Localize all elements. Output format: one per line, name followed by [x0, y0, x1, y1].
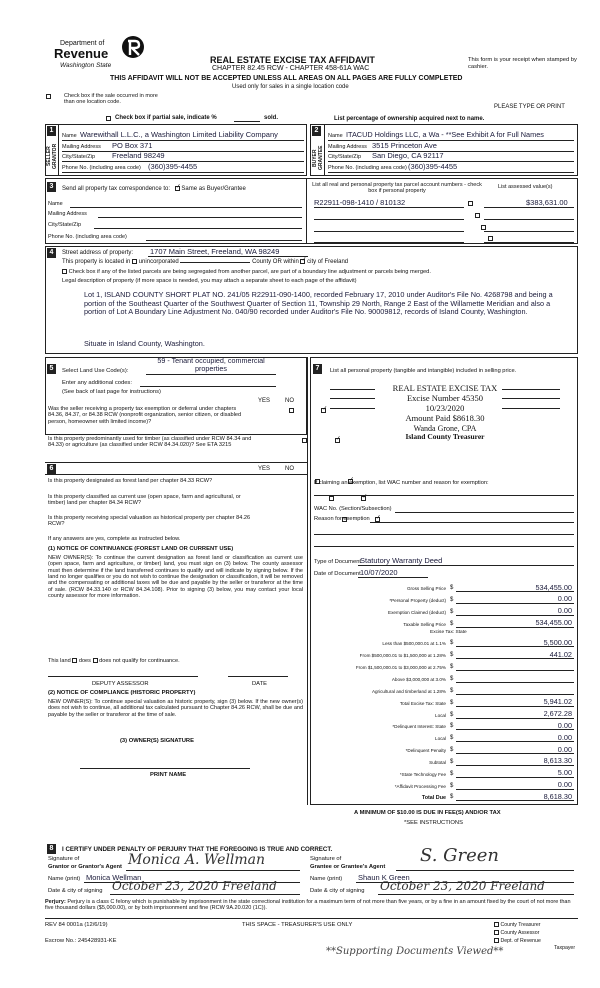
- dor-logo-text-3: Washington State: [60, 62, 112, 69]
- copy-county-assessor-label: County Assessor: [500, 929, 540, 936]
- assessed-value[interactable]: $383,631.00: [526, 198, 568, 207]
- calc-label-4: Less than $500,000.01 at 1.1%: [382, 641, 446, 647]
- copy-dept-revenue-label: Dept. of Revenue: [500, 937, 541, 944]
- copy-dept-revenue: [494, 938, 575, 946]
- section-8-number: 8: [47, 844, 56, 854]
- form-warning: THIS AFFIDAVIT WILL NOT BE ACCEPTED UNLESS ALL AREAS ON ALL PAGES ARE FULLY COMPLETED: [110, 75, 463, 82]
- owner-signature-label: (3) OWNER(S) SIGNATURE: [120, 738, 194, 744]
- s3-phone-label: Phone No. (including area code): [48, 234, 127, 240]
- notice-2-text: NEW OWNER(S): To continue special valuation as historic property, sign (3) below. If the new owner(s) does not wish to continue, all additional tax calculated pursuant to Chapter 84.26 RCW, shall be due and payable by the seller or transferor at the time of sale.: [48, 699, 303, 718]
- stamp-line-4: Amount Paid $8618.30: [405, 413, 485, 423]
- s5-no-header: NO: [285, 398, 294, 404]
- street-label: Street address of property:: [62, 250, 134, 256]
- deputy-date-label: DATE: [252, 681, 268, 687]
- seller-city-label: City/State/Zip: [62, 154, 96, 160]
- s5-question-2: Is this property predominantly used for timber (as classified under RCW 84.34 and 84.33) or agriculture (as classified under RCW 84.34.020)? See ETA 3215: [48, 436, 252, 449]
- land-does-not-label: does not qualify for continuance.: [99, 658, 180, 664]
- parcel-header: List all real and personal property tax parcel account numbers - check box if personal property: [312, 182, 482, 195]
- s6-no-header: NO: [285, 466, 294, 472]
- city-of-checkbox[interactable]: [300, 259, 305, 264]
- calc-dollar-12: $: [450, 735, 454, 742]
- doc-type-label: Type of Document: [314, 559, 362, 565]
- section-5-number: 5: [47, 364, 56, 374]
- excise-state-label: Excise Tax: State: [430, 630, 467, 635]
- section-1-number: 1: [47, 126, 56, 136]
- parcel-personal-checkbox-2[interactable]: [475, 213, 480, 218]
- segregated-label: Check box if any of the listed parcels are being segregated from another parcel, are part of a boundary line adjustment or parcels being merged.: [68, 269, 431, 275]
- this-land-row: [48, 658, 180, 664]
- calc-label-14: Subtotal: [429, 759, 446, 765]
- s3-name-label: Name: [48, 201, 63, 207]
- land-does-label: does: [78, 658, 91, 664]
- calc-value-10[interactable]: 2,672.28: [543, 709, 572, 718]
- dor-logo-text-2: Revenue: [54, 46, 109, 61]
- seller-city[interactable]: Freeland 98249: [112, 151, 165, 160]
- exemption-label: If claiming an exemption, list WAC number and reason for exemption:: [314, 480, 489, 486]
- calc-dollar-9: $: [450, 699, 454, 706]
- copy-taxpayer: [494, 945, 575, 953]
- calc-value-17[interactable]: 8,618.30: [543, 791, 572, 801]
- calc-label-12: Local: [435, 736, 446, 742]
- parcel-personal-checkbox-3[interactable]: [481, 225, 486, 230]
- s6-question-1: Is this property designated as forest land per chapter 84.33 RCW?: [48, 478, 213, 484]
- perjury-note: [45, 899, 580, 912]
- calc-dollar-2: $: [450, 608, 454, 615]
- minimum-due-note: A MINIMUM OF $10.00 IS DUE IN FEE(S) AND/OR TAX: [354, 810, 501, 816]
- land-does-checkbox[interactable]: [72, 658, 77, 663]
- grantee-date-label: Date & city of signing: [310, 888, 365, 894]
- located-row: [62, 259, 348, 266]
- s3-mailing-label: Mailing Address: [48, 211, 87, 217]
- doc-date-label: Date of Document: [314, 571, 361, 577]
- city-of-label: city of Freeland: [307, 259, 349, 266]
- print-name-label: PRINT NAME: [150, 772, 187, 778]
- s6-question-2: Is this property classified as current use (open space, farm and agricultural, or timber) land per chapter 84.34 RCW?: [48, 494, 241, 507]
- grantor-date[interactable]: October 23, 2020 Freeland: [112, 879, 277, 893]
- stamp-line-5: Wanda Grone, CPA: [413, 424, 477, 433]
- partial-sale-label: Check box if partial sale, indicate %: [115, 115, 217, 121]
- see-back-label: (See back of last page for instructions): [62, 389, 161, 395]
- calc-value-5[interactable]: 441.02: [549, 649, 572, 659]
- grantee-sig-label-2: Grantee or Grantee's Agent: [310, 864, 386, 870]
- this-land-label: This land: [48, 658, 71, 664]
- buyer-name-label: Name: [328, 133, 343, 139]
- buyer-side-label: BUYER GRANTEE: [312, 145, 324, 171]
- calc-label-10: Local: [435, 712, 446, 718]
- calc-dollar-13: $: [450, 747, 454, 754]
- personal-property-label: List all personal property (tangible and intangible) included in selling price.: [330, 368, 517, 374]
- section-4-number: 4: [47, 248, 56, 258]
- grantor-name-label: Name (print): [48, 876, 81, 882]
- calc-label-9: Total Excise Tax: State: [399, 700, 446, 706]
- calc-label-15: *State Technology Fee: [399, 771, 446, 777]
- calc-dollar-1: $: [450, 596, 454, 603]
- calc-value-15[interactable]: 5.00: [557, 768, 572, 778]
- seller-name[interactable]: Warewithall L.L.C., a Washington Limited Liability Company: [80, 130, 278, 139]
- calc-label-0: Gross Selling Price: [406, 586, 446, 591]
- s5-yes-header: YES: [258, 398, 271, 404]
- copy-taxpayer-label: Taxpayer: [554, 945, 576, 952]
- seller-name-label: Name: [62, 133, 77, 139]
- partial-sale-checkbox[interactable]: [106, 116, 111, 121]
- calc-dollar-5: $: [450, 652, 454, 659]
- calc-dollar-11: $: [450, 723, 454, 730]
- calc-label-8: Agricultural and timberland at 1.28%: [371, 688, 446, 694]
- same-as-buyer-checkbox[interactable]: [175, 186, 180, 191]
- notice-2-title: (2) NOTICE OF COMPLIANCE (HISTORIC PROPERTY): [48, 690, 196, 696]
- copy-county-treasurer-label: County Treasurer: [500, 922, 541, 928]
- stamp-line-6: Island County Treasurer: [405, 432, 485, 441]
- multi-location-label: Check box if the sale occurred in more than one location code.: [64, 93, 158, 106]
- form-subtitle: CHAPTER 82.45 RCW - CHAPTER 458-61A WAC: [212, 65, 370, 72]
- doc-date[interactable]: 10/07/2020: [360, 568, 398, 577]
- buyer-city[interactable]: San Diego, CA 92117: [372, 151, 444, 160]
- assessed-header: List assessed value(s): [498, 184, 553, 190]
- calc-label-3: Taxable Selling Price: [403, 621, 446, 627]
- unincorporated-label: unincorporated: [138, 259, 179, 266]
- calc-value-2[interactable]: 0.00: [557, 606, 572, 616]
- grantee-date[interactable]: October 23, 2020 Freeland: [380, 879, 545, 893]
- buyer-name[interactable]: ITACUD Holdings LLC, a Wa - **See Exhibit A for Full Names: [346, 130, 544, 139]
- buyer-phone-label: Phone No. (including area code): [328, 165, 407, 171]
- calc-value-3[interactable]: 534,455.00: [535, 618, 572, 628]
- copy-county-assessor: [494, 930, 575, 938]
- escrow-number: Escrow No.: 245428931-KE: [45, 938, 117, 944]
- section-2-number: 2: [312, 126, 321, 136]
- receipt-note: This form is your receipt when stamped by cashier.: [468, 57, 577, 70]
- section-3-number: 3: [47, 182, 56, 192]
- calc-dollar-6: $: [450, 664, 454, 671]
- s6-yes-header: YES: [258, 466, 271, 472]
- unincorporated-checkbox[interactable]: [132, 259, 137, 264]
- s3-city-label: City/State/Zip: [48, 222, 82, 228]
- additional-codes-label: Enter any additional codes:: [62, 380, 132, 386]
- grantee-name[interactable]: Shaun K Green: [358, 873, 410, 882]
- reason-label: Reason for exemption: [314, 516, 370, 522]
- grantor-sig-label-1: Signature of: [48, 856, 80, 862]
- s5-question-1: Was the seller receiving a property tax exemption or deferral under chapters 84.36, 84.37, or 84.38 RCW (nonprofit organization, senior citizen, or disabled person, homeowner with limited income)?: [48, 406, 242, 425]
- seller-side-label: SELLER GRANTOR: [46, 143, 58, 169]
- buyer-mailing[interactable]: 3515 Princeton Ave: [372, 141, 437, 150]
- county-or-label: County OR within: [252, 259, 299, 266]
- multi-location-checkbox[interactable]: [46, 94, 51, 99]
- form-use-note: Used only for sales in a single location code: [232, 84, 349, 90]
- segregated-checkbox[interactable]: [62, 269, 67, 274]
- seller-phone[interactable]: (360)395-4455: [148, 162, 198, 171]
- percentage-note: List percentage of ownership acquired next to name.: [334, 116, 485, 122]
- calc-value-0[interactable]: 534,455.00: [535, 582, 572, 592]
- same-as-buyer-label: Same as Buyer/Grantee: [181, 186, 246, 193]
- grantor-sig-label-2: Grantor or Grantor's Agent: [48, 864, 122, 870]
- parcel-number[interactable]: R22911-098-1410 / 810132: [314, 198, 406, 207]
- s5-q1-yes-checkbox[interactable]: [289, 408, 294, 413]
- copy-county-assessor-checkbox[interactable]: [494, 930, 499, 935]
- notice-1-title: (1) NOTICE OF CONTINUANCE (FOREST LAND OR CURRENT USE): [48, 546, 234, 552]
- calc-dollar-17: $: [450, 794, 454, 801]
- rev-number: REV 84 0001a (12/6/19): [45, 922, 108, 928]
- calc-label-7: Above $3,000,000 at 3.0%: [391, 676, 446, 682]
- s6-question-3: Is this property receiving special valuation as historical property per chapter 84.26 RCW?: [48, 515, 251, 528]
- calc-dollar-10: $: [450, 711, 454, 718]
- buyer-phone[interactable]: (360)395-4455: [408, 162, 458, 171]
- calc-value-9[interactable]: 5,941.02: [543, 697, 572, 707]
- send-correspondence-label: Send all property tax correspondence to:: [62, 186, 171, 193]
- if-yes-note: If any answers are yes, complete as instructed below.: [48, 536, 181, 542]
- calc-value-4[interactable]: 5,500.00: [543, 637, 572, 647]
- calc-value-16[interactable]: 0.00: [557, 780, 572, 790]
- calc-label-17: Total Due: [421, 795, 446, 802]
- segregated-row: [62, 269, 431, 276]
- grantee-signature[interactable]: S. Green: [420, 845, 500, 866]
- land-use-label: Select Land Use Code(s):: [62, 368, 129, 374]
- calc-dollar-15: $: [450, 770, 454, 777]
- calc-value-12[interactable]: 0.00: [557, 732, 572, 742]
- street-address[interactable]: 1707 Main Street, Freeland, WA 98249: [150, 247, 280, 256]
- supporting-docs-stamp: **Supporting Documents Viewed**: [326, 946, 504, 957]
- copy-county-treasurer: [494, 922, 575, 930]
- stamp-line-1: REAL ESTATE EXCISE TAX: [392, 383, 498, 393]
- seller-phone-label: Phone No. (including area code): [62, 165, 141, 171]
- see-instructions: *SEE INSTRUCTIONS: [404, 820, 463, 826]
- stamp-line-2: Excise Number 45350: [406, 393, 483, 403]
- calc-value-11[interactable]: 0.00: [557, 720, 572, 730]
- stamp-line-3: 10/23/2020: [425, 403, 465, 413]
- dor-logo-text-1: Department of: [60, 40, 105, 47]
- section-6-number: 6: [47, 464, 56, 474]
- perjury-label: Perjury:: [45, 899, 66, 905]
- land-does-not-checkbox[interactable]: [93, 658, 98, 663]
- situate[interactable]: Situate in Island County, Washington.: [84, 339, 205, 348]
- calc-value-1[interactable]: 0.00: [557, 594, 572, 604]
- land-use-code[interactable]: 59 - Tenant occupied, commercial properties: [157, 356, 265, 374]
- copy-dept-revenue-checkbox[interactable]: [494, 938, 499, 943]
- send-correspondence: [62, 186, 246, 193]
- type-or-print: PLEASE TYPE OR PRINT: [494, 104, 565, 110]
- form-title: REAL ESTATE EXCISE TAX AFFIDAVIT: [210, 55, 375, 65]
- calc-dollar-3: $: [450, 620, 454, 627]
- grantee-name-label: Name (print): [310, 876, 343, 882]
- treasurer-use-label: THIS SPACE - TREASURER'S USE ONLY: [242, 922, 353, 928]
- perjury-text: Perjury is a class C felony which is punishable by imprisonment in the state correctional institution for a maximum term of not more than five years, or by a fine in an amount fixed by the court of not more than five thousand dollars ($5,000.00), or by both imprisonment and fine (RCW 9A.20.020 (1C)).: [45, 899, 571, 912]
- calc-label-11: *Delinquent Interest: State: [392, 724, 446, 730]
- copy-county-treasurer-checkbox[interactable]: [494, 922, 499, 927]
- buyer-mailing-label: Mailing Address: [328, 144, 367, 150]
- wac-label: WAC No. (Section/Subsection): [314, 506, 392, 512]
- calc-label-1: *Personal Property (deduct): [389, 597, 446, 603]
- seller-mailing-label: Mailing Address: [62, 144, 101, 150]
- calc-label-6: From $1,500,000.01 to $3,000,000 at 2.75%: [355, 665, 446, 671]
- grantee-sig-label-1: Signature of: [310, 856, 342, 862]
- located-label: This property is located in: [62, 259, 131, 266]
- calc-dollar-0: $: [450, 585, 454, 591]
- calc-label-2: Exemption Claimed (deduct): [388, 609, 446, 615]
- grantor-name[interactable]: Monica Wellman: [86, 873, 142, 882]
- copy-distribution: [494, 922, 575, 953]
- calc-dollar-7: $: [450, 675, 454, 682]
- parcel-personal-checkbox-4[interactable]: [488, 236, 493, 241]
- calc-value-13[interactable]: 0.00: [557, 744, 572, 754]
- calc-label-16: *Affidavit Processing Fee: [394, 783, 446, 789]
- sold-label: sold.: [264, 115, 279, 121]
- calc-dollar-4: $: [450, 640, 454, 647]
- grantor-date-label: Date & city of signing: [48, 888, 103, 894]
- parcel-personal-checkbox-1[interactable]: [468, 201, 473, 206]
- calc-dollar-14: $: [450, 758, 454, 765]
- calc-dollar-16: $: [450, 782, 454, 789]
- legal-description[interactable]: Lot 1, ISLAND COUNTY SHORT PLAT NO. 241/05 R22911-090-1400, recorded February 17, 2010 under Auditor's File No. 4268798 and being a portion of the Southeast Quarter of the Southwest Quarter of Section 11, Township 29 North, Range 2 East of the Willamette Meridian and also a portion of Lot A Boundary Line Adjustment No. 040/90 recorded under Auditor's File No. 90009812, records of Island County, Washington.: [84, 290, 553, 317]
- excise-stamp: [330, 384, 560, 444]
- calc-dollar-8: $: [450, 687, 454, 694]
- calc-value-14[interactable]: 8,613.30: [543, 756, 572, 766]
- certify-statement: I CERTIFY UNDER PENALTY OF PERJURY THAT THE FOREGOING IS TRUE AND CORRECT.: [62, 846, 333, 853]
- section-7-number: 7: [313, 364, 322, 374]
- grantor-signature[interactable]: Monica A. Wellman: [128, 852, 266, 868]
- dor-logo: [54, 38, 170, 76]
- buyer-city-label: City/State/Zip: [328, 154, 362, 160]
- doc-type[interactable]: Statutory Warranty Deed: [360, 556, 443, 565]
- calc-label-13: *Delinquent Penalty: [405, 748, 446, 754]
- notice-1-text: NEW OWNER(S): To continue the current designation as forest land or classification as current use (open space, farm and agriculture, or timber) land, you must sign on (3) below. The county assessor must then determine if the land transferred continues to qualify and will indicate by signing below. If the land no longer qualifies or you do not wish to continue the designation or classification, it will be removed and the compensating or additional taxes will be due and payable by the seller or transferor at the time of sale. (RCW 84.33.140 or RCW 84.34.108). Prior to signing (3) below, you may contact your local county assessor for more information.: [48, 555, 303, 599]
- dor-logo-emblem-icon: [120, 34, 146, 64]
- calc-label-5: From $500,000.01 to $1,500,000 at 1.28%: [359, 653, 446, 659]
- legal-label: Legal description of property (if more space is needed, you may attach a separate sheet to each page of the affidavit): [62, 278, 357, 284]
- seller-mailing[interactable]: PO Box 371: [112, 141, 153, 150]
- deputy-assessor-label: DEPUTY ASSESSOR: [92, 681, 149, 687]
